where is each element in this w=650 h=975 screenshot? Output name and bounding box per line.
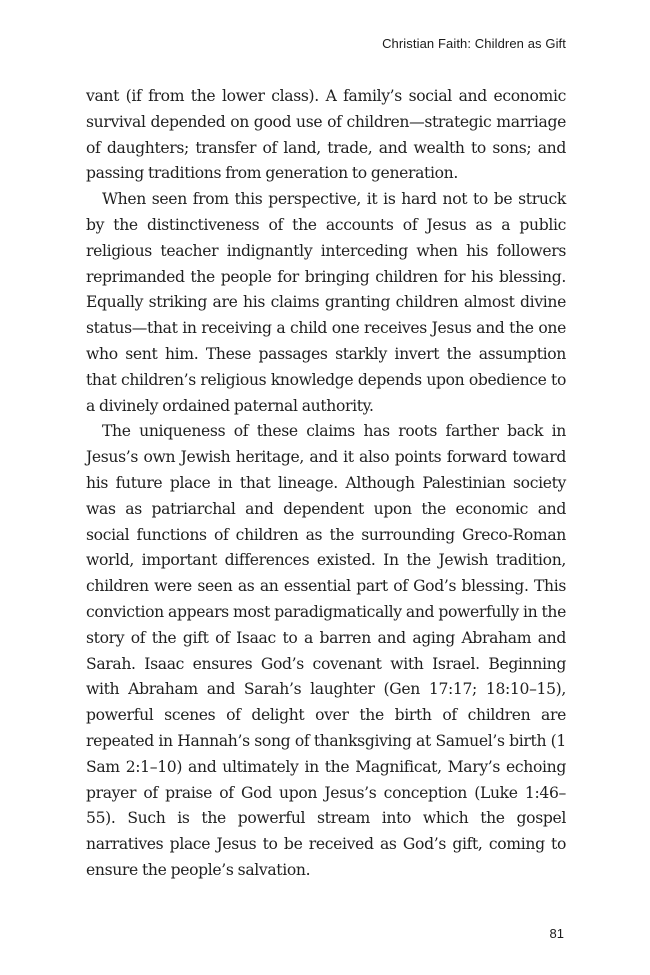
paragraph-perspective: When seen from this perspective, it is hard not to be struck by the distinctiveness of the accounts of Jesus as a public religious teacher indignantly interceding when his followers reprimanded the people for bringing children for his blessing. Equally striking are his claims granting children almost divine status—that in receiving a child one receives Jesus and the one who sent him. These passages starkly invert the assumption that children’s religious knowledge depends upon obedience to a divinely ordained paternal authority. <box>86 190 566 415</box>
page-number: 81 <box>549 926 564 941</box>
paragraph-uniqueness: The uniqueness of these claims has roots farther back in Jesus’s own Jewish heritage, and it also points forward toward his future place in that lineage. Although Palestinian society was as patriarchal and dependent upon the economic and social functions of children as the surrounding Greco-Roman world, important differences existed. In the Jewish tradition, children were seen as an essential part of God’s blessing. This conviction appears most paradigmatically and powerfully in the story of the gift of Isaac to a barren and aging Abraham and Sarah. Isaac ensures God’s covenant with Israel. Beginning with Abraham and Sarah’s laughter (Gen 17:17; 18:10–15), powerful scenes of delight over the birth of children are repeated in Hannah’s song of thanksgiving at Samuel’s birth (1 Sam 2:1–10) and ultimately in the Magnificat, Mary’s echoing prayer of praise of God upon Jesus’s conception (Luke 1:46–55). Such is the powerful stream into which the gospel narratives place Jesus to be received as God’s gift, coming to ensure the people’s salvation. <box>86 422 566 879</box>
running-head: Christian Faith: Children as Gift <box>382 36 566 51</box>
body-text <box>86 84 566 884</box>
paragraph-continued: vant (if from the lower class). A family’s social and economic survival depended on good use of children—strategic marriage of daughters; transfer of land, trade, and wealth to sons; and passing traditions from generation to generation. <box>86 87 566 183</box>
